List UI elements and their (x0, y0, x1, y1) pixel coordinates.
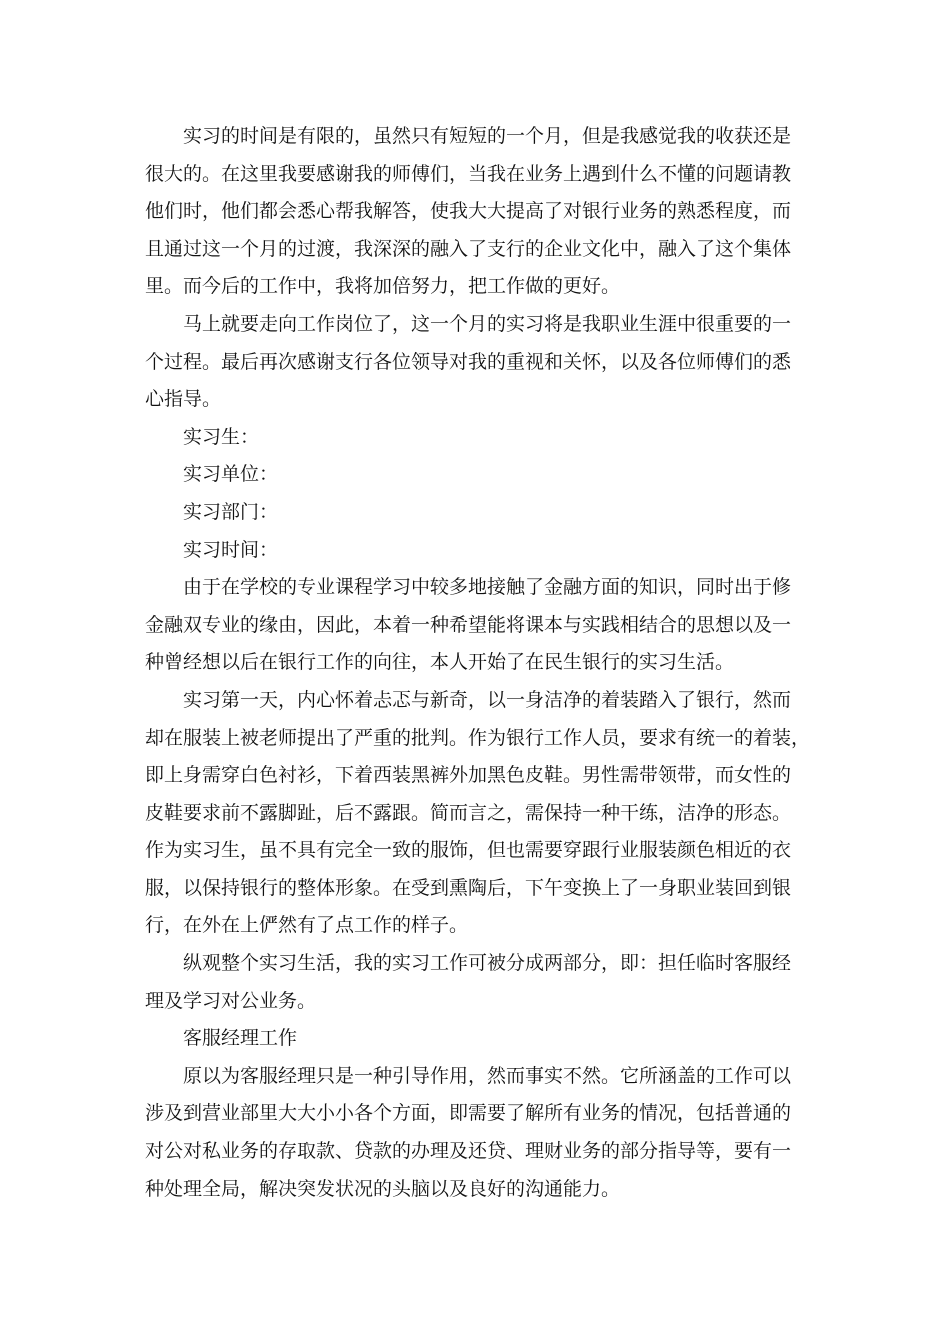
text-line: 理及学习对公业务。 (145, 989, 317, 1012)
text-line: 心指导。 (145, 388, 222, 411)
paragraph-career (145, 306, 807, 419)
text-line: 涉及到营业部里大大小小各个方面，即需要了解所有业务的情况，包括普通的 (145, 1102, 792, 1125)
field-department (145, 494, 807, 532)
section-heading-customer-service (145, 1020, 807, 1058)
text-line: 原以为客服经理只是一种引导作用，然而事实不然。它所涵盖的工作可以 (183, 1064, 792, 1087)
text-line: 实习的时间是有限的，虽然只有短短的一个月，但是我感觉我的收获还是 (183, 125, 792, 147)
paragraph-background (145, 569, 807, 682)
document-body (145, 118, 811, 1208)
text-line: 实习第一天，内心怀着忐忑与新奇，以一身洁净的着装踏入了银行，然而 (183, 688, 792, 711)
field-time (145, 532, 807, 570)
field-label-unit: 实习单位： (183, 463, 279, 486)
paragraph-customer-service (145, 1058, 807, 1208)
text-line: 种处理全局，解决突发状况的头脑以及良好的沟通能力。 (145, 1177, 621, 1200)
text-line: 行，在外在上俨然有了点工作的样子。 (145, 914, 469, 937)
text-line: 却在服装上被老师提出了严重的批判。作为银行工作人员，要求有统一的着装， (145, 726, 811, 749)
paragraph-first-day (145, 682, 811, 945)
text-line: 且通过这一个月的过渡，我深深的融入了支行的企业文化中，融入了这个集体 (145, 237, 792, 260)
text-line: 对公对私业务的存取款、贷款的办理及还贷、理财业务的部分指导等，要有一 (145, 1140, 792, 1163)
text-line: 很大的。在这里我要感谢我的师傅们，当我在业务上遇到什么不懂的问题请教 (145, 162, 792, 185)
text-line: 种曾经想以后在银行工作的向往，本人开始了在民生银行的实习生活。 (145, 651, 735, 674)
section-heading: 客服经理工作 (183, 1027, 298, 1050)
field-intern (145, 419, 807, 457)
field-label-intern: 实习生： (183, 425, 260, 448)
field-label-time: 实习时间： (183, 538, 279, 561)
field-label-department: 实习部门： (183, 500, 279, 523)
text-line: 他们时，他们都会悉心帮我解答，使我大大提高了对银行业务的熟悉程度，而 (145, 200, 792, 223)
text-line: 金融双专业的缘由，因此，本着一种希望能将课本与实践相结合的思想以及一 (145, 613, 792, 636)
text-line: 里。而今后的工作中，我将加倍努力，把工作做的更好。 (145, 275, 621, 298)
text-line: 皮鞋要求前不露脚趾，后不露跟。简而言之，需保持一种干练，洁净的形态。 (145, 801, 792, 824)
text-line: 服，以保持银行的整体形象。在受到熏陶后，下午变换上了一身职业装回到银 (145, 876, 792, 899)
paragraph-thanks (145, 118, 807, 306)
text-line: 马上就要走向工作岗位了，这一个月的实习将是我职业生涯中很重要的一 (183, 312, 792, 335)
paragraph-overview (145, 945, 807, 1020)
text-line: 由于在学校的专业课程学习中较多地接触了金融方面的知识，同时出于修 (183, 576, 792, 599)
text-line: 个过程。最后再次感谢支行各位领导对我的重视和关怀，以及各位师傅们的悉 (145, 350, 792, 373)
field-unit (145, 456, 807, 494)
text-line: 纵观整个实习生活，我的实习工作可被分成两部分，即：担任临时客服经 (183, 952, 792, 975)
text-line: 即上身需穿白色衬衫，下着西装黑裤外加黑色皮鞋。男性需带领带，而女性的 (145, 764, 792, 787)
text-line: 作为实习生，虽不具有完全一致的服饰，但也需要穿跟行业服装颜色相近的衣 (145, 839, 792, 862)
